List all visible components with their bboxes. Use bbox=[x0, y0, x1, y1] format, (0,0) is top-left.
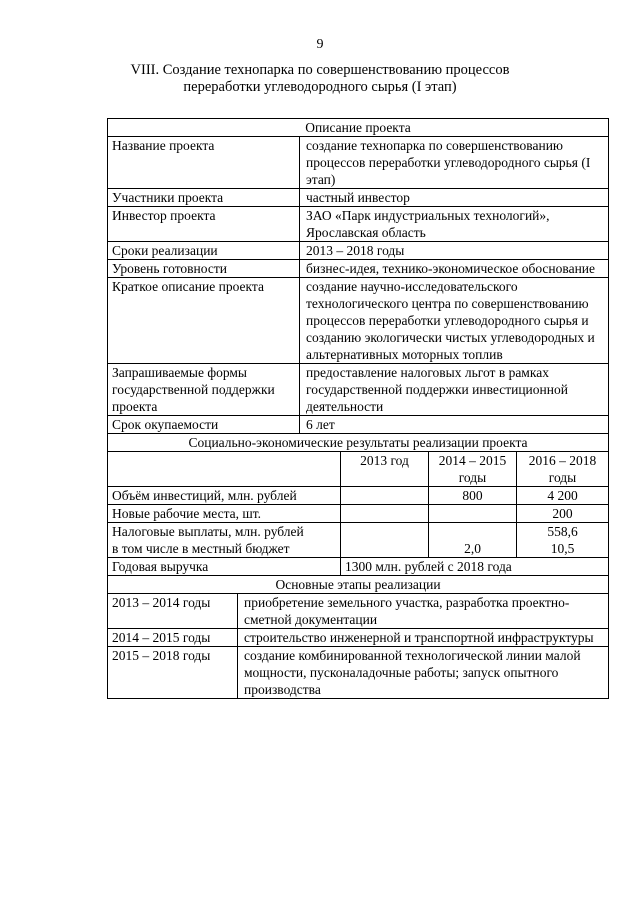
tax-total-2016-2018: 558,6 bbox=[547, 524, 578, 539]
value-2013 bbox=[341, 487, 429, 505]
row-value: бизнес-идея, технико-экономическое обоснование bbox=[300, 260, 609, 278]
row-label: Уровень готовности bbox=[108, 260, 300, 278]
row-label: Участники проекта bbox=[108, 189, 300, 207]
value-2014-2015 bbox=[429, 505, 517, 523]
row-label: Краткое описание проекта bbox=[108, 278, 300, 364]
description-header: Описание проекта bbox=[108, 119, 609, 137]
table-row bbox=[108, 242, 609, 260]
page-number: 9 bbox=[316, 37, 324, 52]
value-2016-2018 bbox=[517, 523, 609, 558]
table-row bbox=[108, 647, 609, 699]
project-table bbox=[107, 118, 609, 699]
value-2016-2018: 200 bbox=[517, 505, 609, 523]
column-header-2013: 2013 год bbox=[341, 452, 429, 487]
column-header-2014-2015: 2014 – 2015 годы bbox=[429, 452, 517, 487]
stages-header-row bbox=[108, 576, 609, 594]
row-value: 6 лет bbox=[300, 416, 609, 434]
table-row bbox=[108, 594, 609, 629]
results-header-row bbox=[108, 434, 609, 452]
results-columns-row bbox=[108, 452, 609, 487]
row-label: Годовая выручка bbox=[108, 558, 341, 576]
stage-period: 2014 – 2015 годы bbox=[108, 629, 238, 647]
row-label: Новые рабочие места, шт. bbox=[108, 505, 341, 523]
row-label: Запрашиваемые формы государственной поддержки проекта bbox=[108, 364, 300, 416]
value-2016-2018: 4 200 bbox=[517, 487, 609, 505]
row-label: Инвестор проекта bbox=[108, 207, 300, 242]
row-label bbox=[108, 523, 341, 558]
stage-text: приобретение земельного участка, разработка проектно-сметной документации bbox=[238, 594, 609, 629]
tax-local-2014-2015: 2,0 bbox=[464, 541, 481, 556]
table-row bbox=[108, 487, 609, 505]
table-row bbox=[108, 523, 609, 558]
stage-period: 2013 – 2014 годы bbox=[108, 594, 238, 629]
tax-label-line2: в том числе в местный бюджет bbox=[112, 541, 290, 556]
row-value: частный инвестор bbox=[300, 189, 609, 207]
table-row bbox=[108, 364, 609, 416]
results-header: Социально-экономические результаты реализации проекта bbox=[108, 434, 609, 452]
row-label: Срок окупаемости bbox=[108, 416, 300, 434]
table-row bbox=[108, 260, 609, 278]
tax-local-2016-2018: 10,5 bbox=[550, 541, 575, 556]
value-2014-2015 bbox=[429, 523, 517, 558]
stages-header: Основные этапы реализации bbox=[108, 576, 609, 594]
table-row bbox=[108, 278, 609, 364]
stage-text: строительство инженерной и транспортной инфраструктуры bbox=[238, 629, 609, 647]
description-header-row bbox=[108, 119, 609, 137]
row-value: создание научно-исследовательского технологического центра по совершенствованию процессов переработки углеводородного сырья и созданию экологически чистых углеводородных и альтернативных моторных топлив bbox=[300, 278, 609, 364]
table-row bbox=[108, 137, 609, 189]
stage-text: создание комбинированной технологической линии малой мощности, пусконаладочные работы; запуск опытного производства bbox=[238, 647, 609, 699]
row-value: ЗАО «Парк индустриальных технологий», Ярославская область bbox=[300, 207, 609, 242]
row-value: создание технопарка по совершенствованию процессов переработки углеводородного сырья (I этап) bbox=[300, 137, 609, 189]
table-row bbox=[108, 558, 609, 576]
value-2014-2015: 800 bbox=[429, 487, 517, 505]
row-label: Название проекта bbox=[108, 137, 300, 189]
revenue-value: 1300 млн. рублей с 2018 года bbox=[341, 558, 609, 576]
empty-cell bbox=[108, 452, 341, 487]
column-header-2016-2018: 2016 – 2018 годы bbox=[517, 452, 609, 487]
section-title: VIII. Создание технопарка по совершенствованию процессов переработки углеводородного сырья (I этап) bbox=[130, 62, 510, 95]
table-row bbox=[108, 505, 609, 523]
stage-period: 2015 – 2018 годы bbox=[108, 647, 238, 699]
table-row bbox=[108, 189, 609, 207]
value-2013 bbox=[341, 523, 429, 558]
table-row bbox=[108, 207, 609, 242]
row-label: Сроки реализации bbox=[108, 242, 300, 260]
table-row bbox=[108, 416, 609, 434]
tax-label-line1: Налоговые выплаты, млн. рублей bbox=[112, 524, 304, 539]
value-2013 bbox=[341, 505, 429, 523]
row-label: Объём инвестиций, млн. рублей bbox=[108, 487, 341, 505]
row-value: 2013 – 2018 годы bbox=[300, 242, 609, 260]
table-row bbox=[108, 629, 609, 647]
row-value: предоставление налоговых льгот в рамках государственной поддержки инвестиционной деятельности bbox=[300, 364, 609, 416]
